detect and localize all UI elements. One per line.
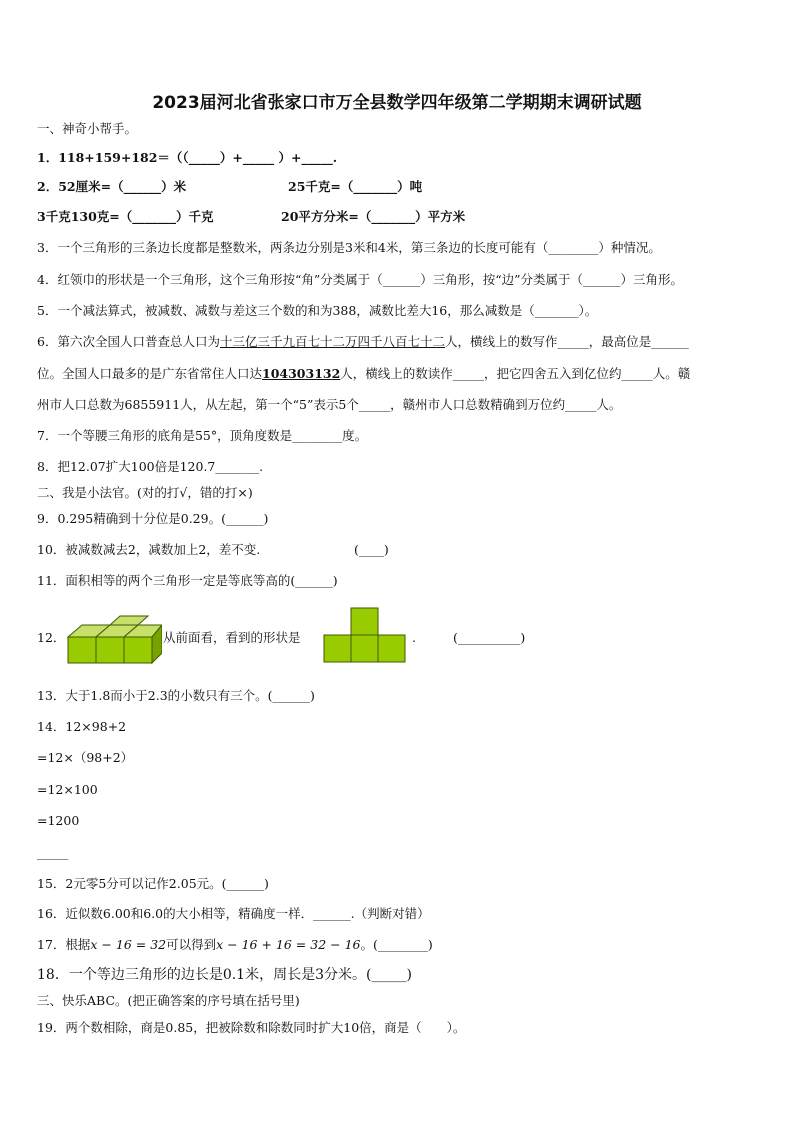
question-6-line-2 (37, 366, 690, 382)
question-6-underlined-number: 十三亿三千九百七十二万四千八百七十二 (219, 334, 445, 349)
question-6-text: 6．第六次全国人口普查总人口为 (37, 334, 220, 349)
page-title: 2023届河北省张家口市万全县数学四年级第二学期期末调研试题 (152, 93, 642, 113)
equation-1: x − 16 = 32 (90, 937, 167, 952)
section-2-heading: 二、我是小法官。(对的打√，错的打×) (37, 485, 253, 500)
equation-2: x − 16 + 16 = 32 − 16 (216, 937, 361, 952)
question-5: 5．一个减法算式，被减数、减数与差这三个数的和为388，减数比差大16，那么减数是（_______）。 (37, 303, 598, 318)
section-1-heading: 一、神奇小帮手。 (37, 121, 138, 136)
question-14-line-4: =1200 (37, 813, 80, 828)
question-12-period: . (412, 630, 416, 645)
question-6-text: 人，横线上的数写作_____，最高位是______ (444, 334, 689, 349)
question-8: 8．把12.07扩大100倍是120.7_______. (37, 459, 264, 474)
question-13: 13．大于1.8而小于2.3的小数只有三个。(______) (37, 688, 315, 703)
question-12-number: 12． (37, 630, 66, 645)
question-17-text: 。(________) (360, 937, 433, 952)
cube-stack-figure (66, 615, 162, 665)
question-12-answer-blank: (__________) (453, 630, 526, 645)
question-19: 19．两个数相除，商是0.85，把被除数和除数同时扩大10倍，商是（ ）。 (37, 1020, 466, 1035)
question-6-line-3: 州市人口总数为6855911人，从左起，第一个“5”表示5个_____，赣州市人口总数精确到万位约_____人。 (37, 397, 622, 412)
question-15: 15．2元零5分可以记作2.05元。(______) (37, 876, 269, 891)
question-17-text: 17．根据 (37, 937, 91, 952)
question-1: 1．118+159+182＝（（_____）+_____ ）+_____. (37, 150, 338, 165)
question-7: 7．一个等腰三角形的底角是55°，顶角度数是________度。 (37, 428, 368, 443)
section-3-heading: 三、快乐ABC。(把正确答案的序号填在括号里) (37, 993, 300, 1008)
question-2d: 20平方分米=（_______）平方米 (281, 209, 466, 224)
question-12-text: 从前面看，看到的形状是 (163, 630, 301, 645)
question-6-underlined-digits: 104303132 (262, 366, 341, 381)
question-14-line-3: =12×100 (37, 782, 98, 797)
question-2b: 25千克=（_______）吨 (288, 179, 423, 194)
question-6-text: 人，横线上的数读作_____，把它四舍五入到亿位约_____人。赣 (340, 366, 691, 381)
question-4: 4．红领巾的形状是一个三角形，这个三角形按“角”分类属于（______）三角形，按“边”分类属于（______）三角形。 (37, 272, 684, 287)
question-10-answer-blank: (____) (354, 542, 389, 557)
question-14-line-2: =12×（98+2） (37, 750, 134, 765)
question-16: 16．近似数6.00和6.0的大小相等，精确度一样．______.（判断对错） (37, 906, 430, 921)
question-6-text: 位。全国人口最多的是广东省常住人口达 (37, 366, 263, 381)
question-14-answer-blank: _____ (37, 845, 69, 860)
question-11: 11．面积相等的两个三角形一定是等底等高的(______) (37, 573, 338, 588)
question-9: 9．0.295精确到十分位是0.29。(______) (37, 511, 269, 526)
front-view-figure (322, 606, 408, 664)
question-2c: 3千克130克=（_______）千克 (37, 209, 214, 224)
question-2a: 2．52厘米=（______）米 (37, 179, 187, 194)
question-17 (37, 937, 433, 953)
question-3: 3．一个三角形的三条边长度都是整数米，两条边分别是3米和4米，第三条边的长度可能有（________）种情况。 (37, 240, 661, 255)
question-6-line-1 (37, 334, 689, 350)
question-18: 18．一个等边三角形的边长是0.1米，周长是3分米。(_____) (37, 967, 412, 983)
question-14-line-1: 14．12×98+2 (37, 719, 127, 734)
question-10: 10．被减数减去2，减数加上2，差不变. (37, 542, 261, 557)
question-17-text: 可以得到 (166, 937, 217, 952)
